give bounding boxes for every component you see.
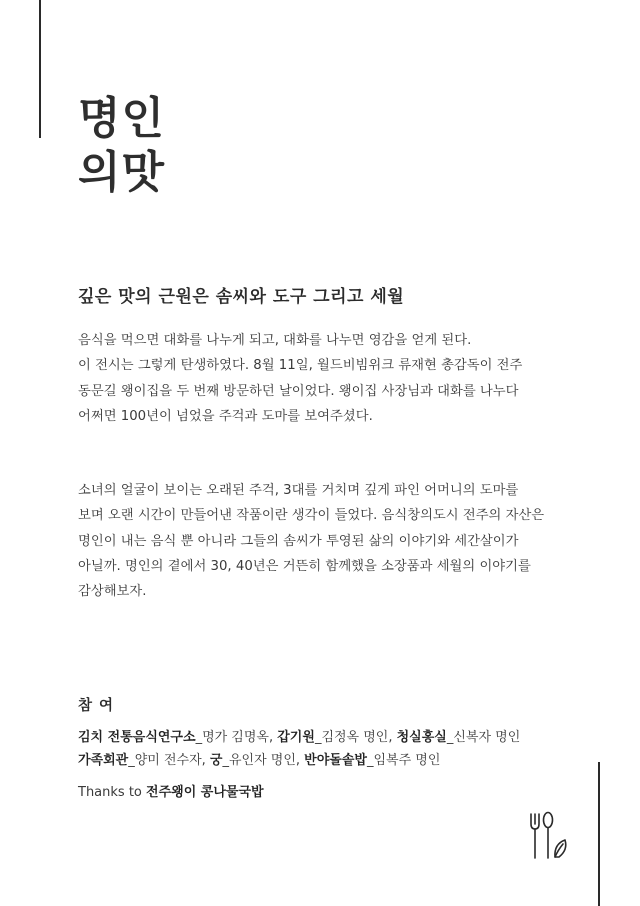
page-title (78, 92, 165, 200)
decorative-line-bottom (598, 762, 600, 906)
participant-desc: _유인자 명인, (222, 753, 305, 768)
paragraph-2 (78, 478, 578, 604)
participants-line-1 (78, 726, 520, 749)
participant-desc: _명가 김명옥, (195, 730, 278, 745)
title-line-1: 명인 (78, 93, 166, 144)
thanks-line (78, 781, 264, 800)
participant-desc: _임복주 명인 (366, 753, 441, 768)
paragraph-line: 이 전시는 그렇게 탄생하였다. 8월 11일, 월드비빔위크 류재현 총감독이 전주 (78, 358, 523, 374)
spoon-fork-leaf-icon (528, 810, 570, 862)
participants-heading: 참 여 (78, 698, 115, 714)
paragraph-line: 어쩌면 100년이 넘었을 주걱과 도마를 보여주셨다. (78, 408, 373, 424)
participant-name: 김치 전통음식연구소 (78, 730, 196, 745)
participant-desc: _양미 전수자, (128, 753, 210, 768)
paragraph-line: 명인이 내는 음식 뿐 아니라 그들의 솜씨가 투영된 삶의 이야기와 세간살이가 (78, 533, 519, 549)
participant-desc: _신복자 명인 (446, 730, 521, 745)
paragraph-line: 보며 오랜 시간이 만들어낸 작품이란 생각이 들었다. 음식창의도시 전주의 자산은 (78, 508, 545, 524)
subtitle: 깊은 맛의 근원은 솜씨와 도구 그리고 세월 (78, 287, 405, 307)
participant-name: 반야돌솥밥 (304, 753, 367, 768)
participants-line-2 (78, 749, 520, 772)
paragraph-line: 소녀의 얼굴이 보이는 오래된 주걱, 3대를 거치며 깊게 파인 어머니의 도마를 (78, 483, 519, 498)
decorative-line-top (39, 0, 41, 138)
paragraph-line: 아닐까. 명인의 곁에서 30, 40년은 거뜬히 함께했을 소장품과 세월의 이야기를 (78, 558, 531, 574)
participant-name: 궁 (209, 753, 223, 768)
paragraph-line: 동문길 왱이집을 두 번째 방문하던 날이었다. 왱이집 사장님과 대화를 나누다 (78, 383, 519, 399)
thanks-prefix: Thanks to (78, 785, 147, 800)
paragraph-line: 음식을 먹으면 대화를 나누게 되고, 대화를 나누면 영감을 얻게 된다. (78, 333, 472, 348)
participant-name: 청실홍실 (396, 730, 447, 745)
paragraph-line: 감상해보자. (78, 584, 147, 600)
title-line-2: 의맛 (78, 147, 166, 198)
participants-list (78, 726, 520, 772)
participant-desc: _김정옥 명인, (314, 730, 397, 745)
participant-name: 갑기원 (277, 730, 315, 745)
participant-name: 가족회관 (78, 753, 129, 768)
thanks-names: 전주왱이 콩나물국밥 (146, 785, 264, 800)
paragraph-1 (78, 328, 578, 429)
